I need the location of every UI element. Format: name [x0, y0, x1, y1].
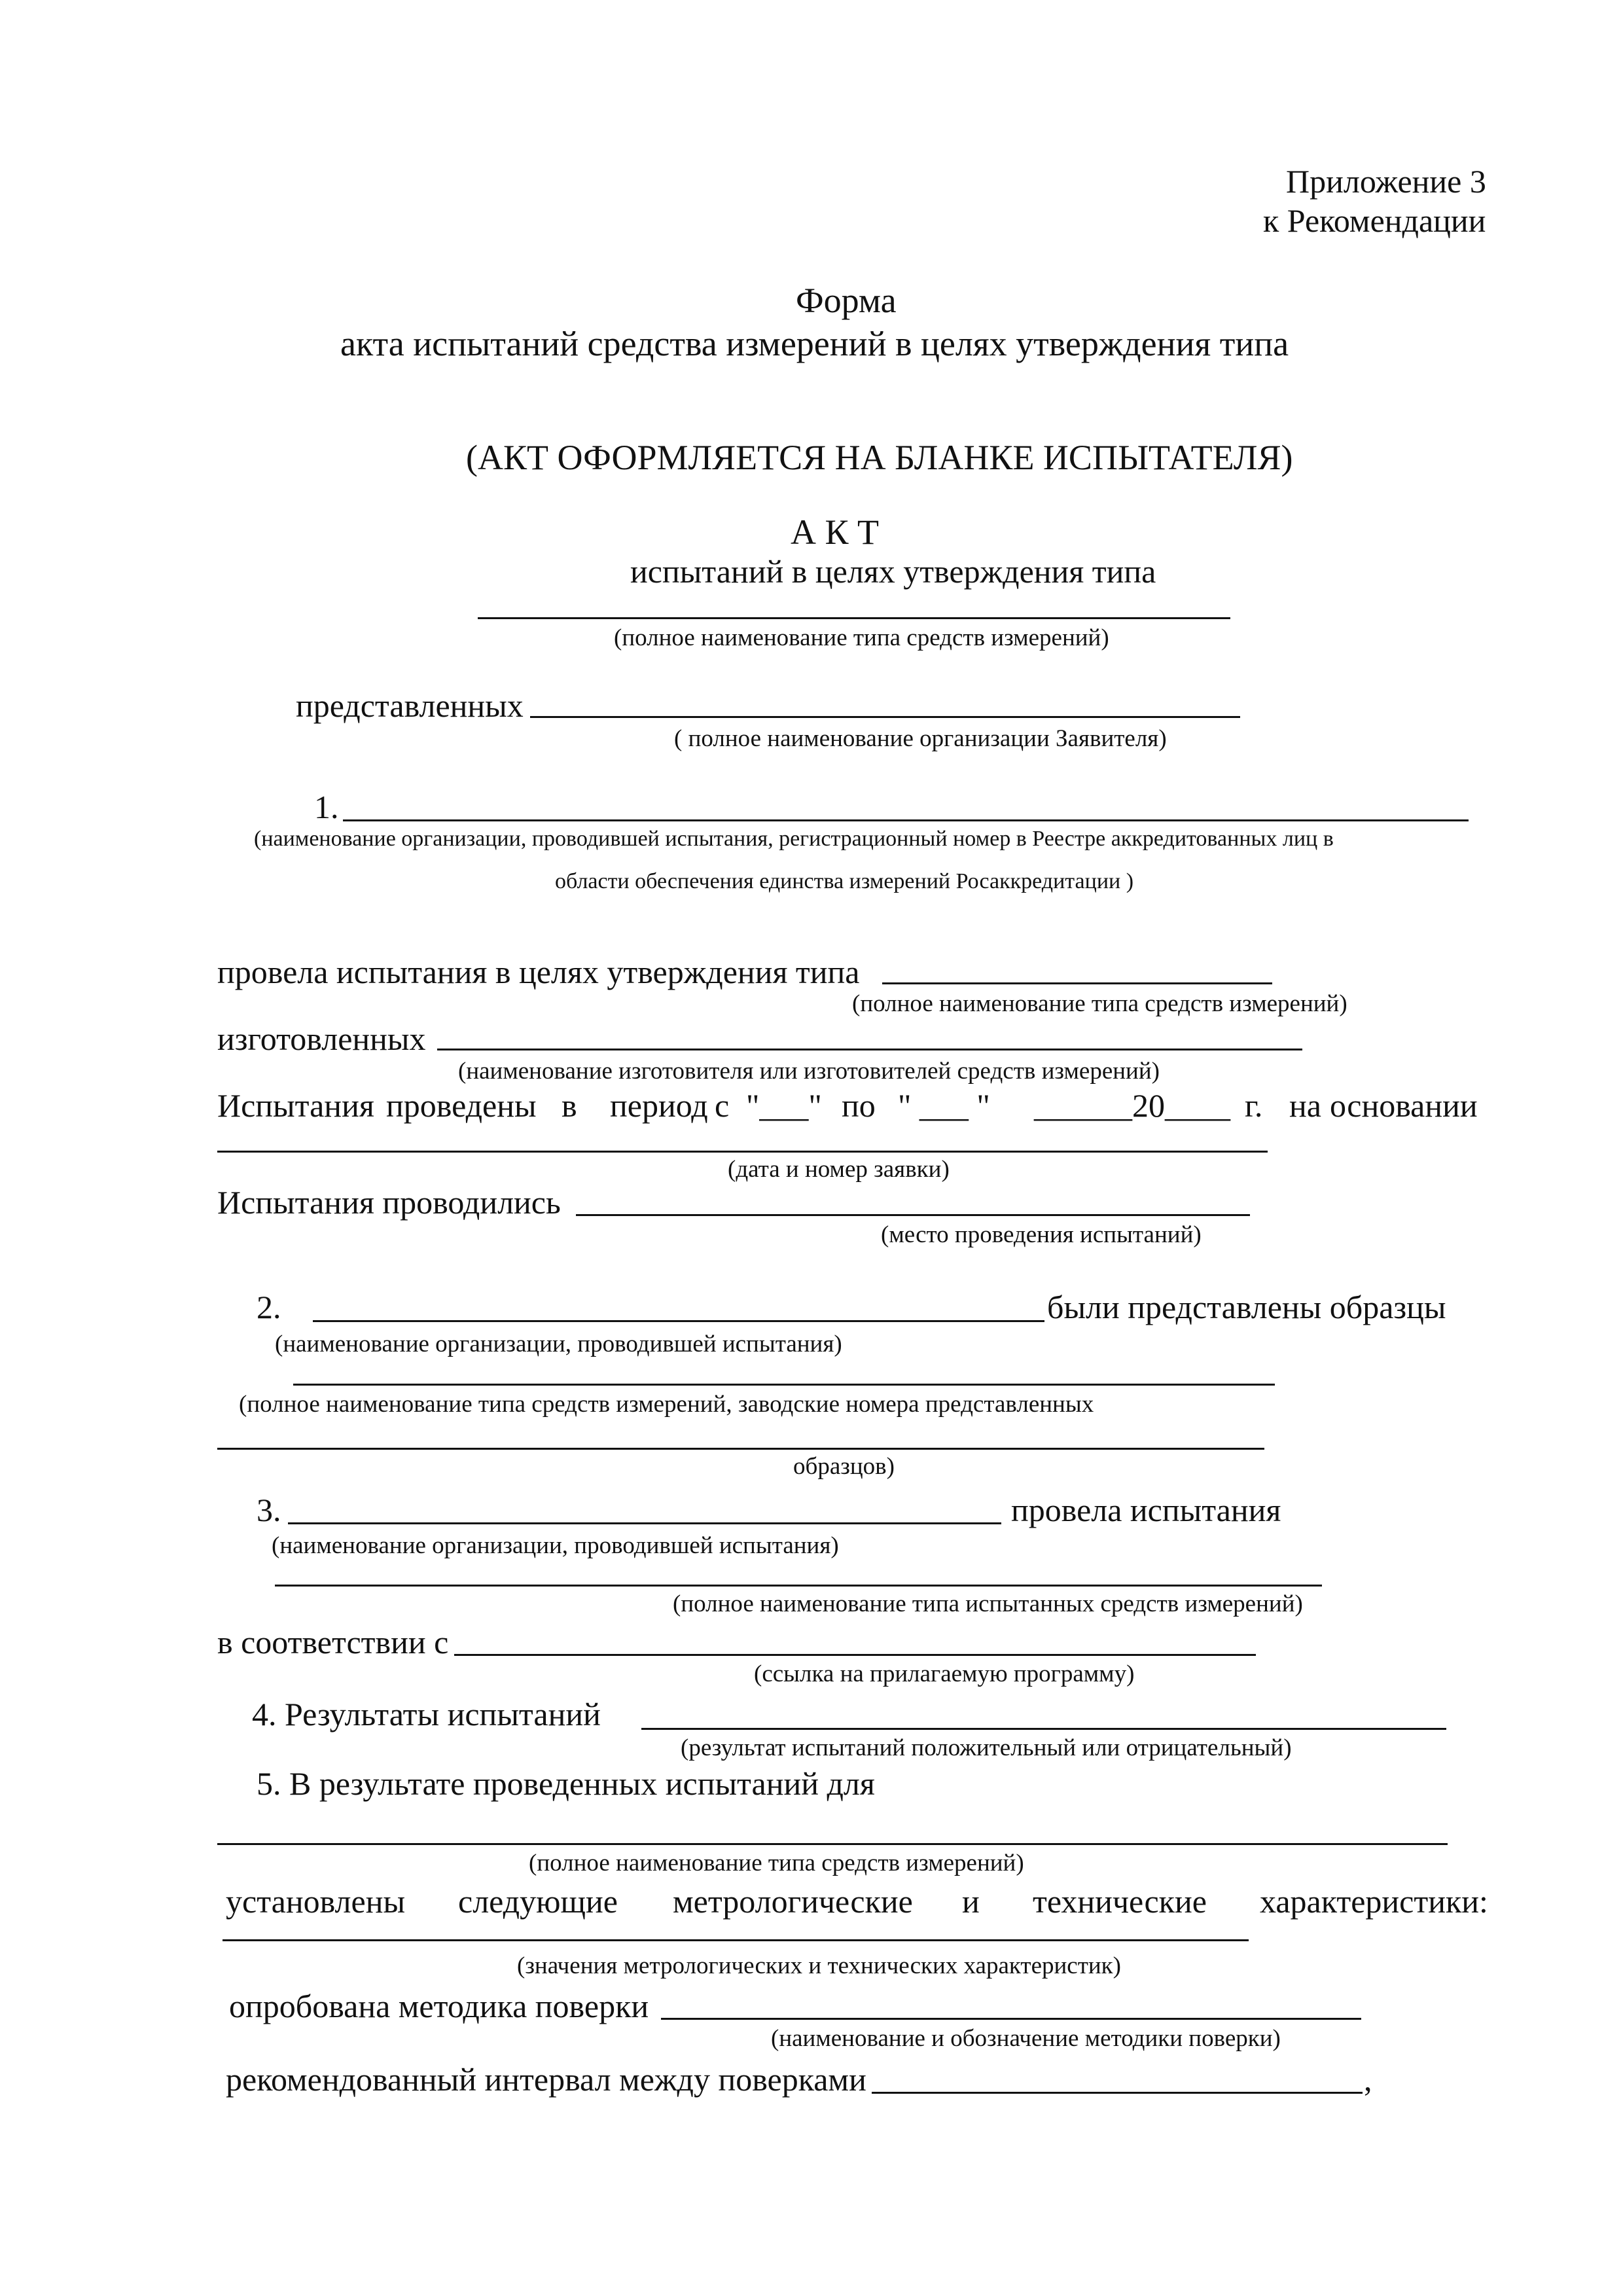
form-subtitle: акта испытаний средства измерений в целях утверждения типа — [340, 324, 1289, 363]
type-name-line — [478, 617, 1230, 619]
samples-line-1 — [293, 1384, 1275, 1386]
item2-line — [313, 1320, 1044, 1322]
form-title: Форма — [796, 281, 897, 320]
conducted-line — [882, 982, 1272, 984]
applicant-line — [530, 716, 1240, 718]
samples-line-2 — [217, 1448, 1264, 1450]
type-name-hint: (полное наименование типа средств измерений) — [614, 624, 1109, 651]
manufacturer-hint: (наименование изготовителя или изготовителей средств измерений) — [458, 1058, 1160, 1085]
item5-line — [217, 1843, 1448, 1845]
characteristics-hint: (значения метрологических и технических характеристик) — [517, 1952, 1121, 1979]
org-tested-hint-3: (наименование организации, проводившей испытания) — [272, 1532, 839, 1559]
period-word-8: на — [1289, 1087, 1321, 1124]
org-registry-hint-2: области обеспечения единства измерений Росаккредитации ) — [555, 869, 1134, 893]
established-word-3: метрологические — [673, 1883, 913, 1920]
period-year: ______20____ — [1034, 1087, 1230, 1124]
item4-label: 4. Результаты испытаний — [252, 1696, 601, 1732]
period-from-date: "___" — [746, 1087, 822, 1124]
characteristics-line — [223, 1939, 1249, 1941]
manufactured-line — [437, 1049, 1302, 1050]
act-subtitle: испытаний в целях утверждения типа — [630, 553, 1156, 590]
period-word-7: г. — [1245, 1087, 1263, 1124]
period-word-6: по — [842, 1087, 876, 1124]
established-word-5: технические — [1033, 1883, 1207, 1920]
conducted-label: провела испытания в целях утверждения типа — [217, 954, 860, 990]
place-line — [576, 1214, 1250, 1216]
period-to-date: " ___ " — [898, 1087, 990, 1124]
tested-type-line — [275, 1585, 1322, 1587]
period-word-4: период — [610, 1087, 708, 1124]
method-line — [661, 2018, 1361, 2020]
according-label: в соответствии с — [217, 1624, 449, 1660]
manufactured-label: изготовленных — [217, 1020, 426, 1057]
recommendation-label: к Рекомендации — [1263, 202, 1486, 239]
established-word-6: характеристики: — [1260, 1883, 1488, 1920]
method-tested-label: опробована методика поверки — [229, 1988, 649, 2024]
samples-hint-2: образцов) — [793, 1453, 895, 1480]
period-word-3: в — [562, 1087, 577, 1124]
request-hint: (дата и номер заявки) — [728, 1156, 950, 1183]
period-word-1: Испытания — [217, 1087, 374, 1124]
act-title: А К Т — [791, 512, 879, 552]
blank-note: (АКТ ОФОРМЛЯЕТСЯ НА БЛАНКЕ ИСПЫТАТЕЛЯ) — [466, 438, 1293, 477]
item3-line — [288, 1522, 1001, 1524]
item1-number: 1. — [314, 789, 339, 825]
interval-label: рекомендованный интервал между поверками — [226, 2061, 866, 2098]
type-name-hint-2: (полное наименование типа средств измерений) — [852, 990, 1347, 1017]
tested-type-hint: (полное наименование типа испытанных средств измерений) — [673, 1590, 1303, 1617]
period-word-5: с — [715, 1087, 730, 1124]
item2-number: 2. — [257, 1289, 281, 1325]
result-line — [641, 1728, 1446, 1730]
org-registry-hint: (наименование организации, проводившей испытания, регистрационный номер в Реестре аккредитованных лиц в — [254, 827, 1334, 851]
presented-label: представленных — [296, 687, 524, 724]
period-word-2: проведены — [386, 1087, 537, 1124]
item3-number: 3. — [257, 1492, 281, 1528]
item3-text: провела испытания — [1011, 1492, 1281, 1528]
established-word-4: и — [962, 1883, 980, 1920]
applicant-hint: ( полное наименование организации Заявителя) — [674, 725, 1167, 752]
item2-text: были представлены образцы — [1047, 1289, 1446, 1325]
samples-hint-1: (полное наименование типа средств измерений, заводские номера представленных — [239, 1391, 1094, 1418]
item1-line — [343, 819, 1469, 821]
period-word-9: основании — [1330, 1087, 1478, 1124]
appendix-label: Приложение 3 — [1286, 163, 1486, 200]
established-word-2: следующие — [458, 1883, 618, 1920]
interval-line — [872, 2092, 1363, 2094]
program-line — [454, 1654, 1256, 1656]
established-word-1: установлены — [226, 1883, 406, 1920]
type-name-hint-5: (полное наименование типа средств измерений) — [529, 1850, 1024, 1876]
org-tested-hint-2: (наименование организации, проводившей испытания) — [275, 1331, 842, 1357]
program-hint: (ссылка на прилагаемую программу) — [754, 1660, 1135, 1687]
method-hint: (наименование и обозначение методики поверки) — [771, 2025, 1281, 2052]
held-label: Испытания проводились — [217, 1184, 561, 1221]
place-hint: (место проведения испытаний) — [881, 1221, 1202, 1248]
item5-label: 5. В результате проведенных испытаний для — [257, 1765, 875, 1802]
interval-comma: , — [1364, 2061, 1372, 2098]
result-hint: (результат испытаний положительный или отрицательный) — [681, 1734, 1292, 1761]
request-line — [217, 1151, 1268, 1153]
